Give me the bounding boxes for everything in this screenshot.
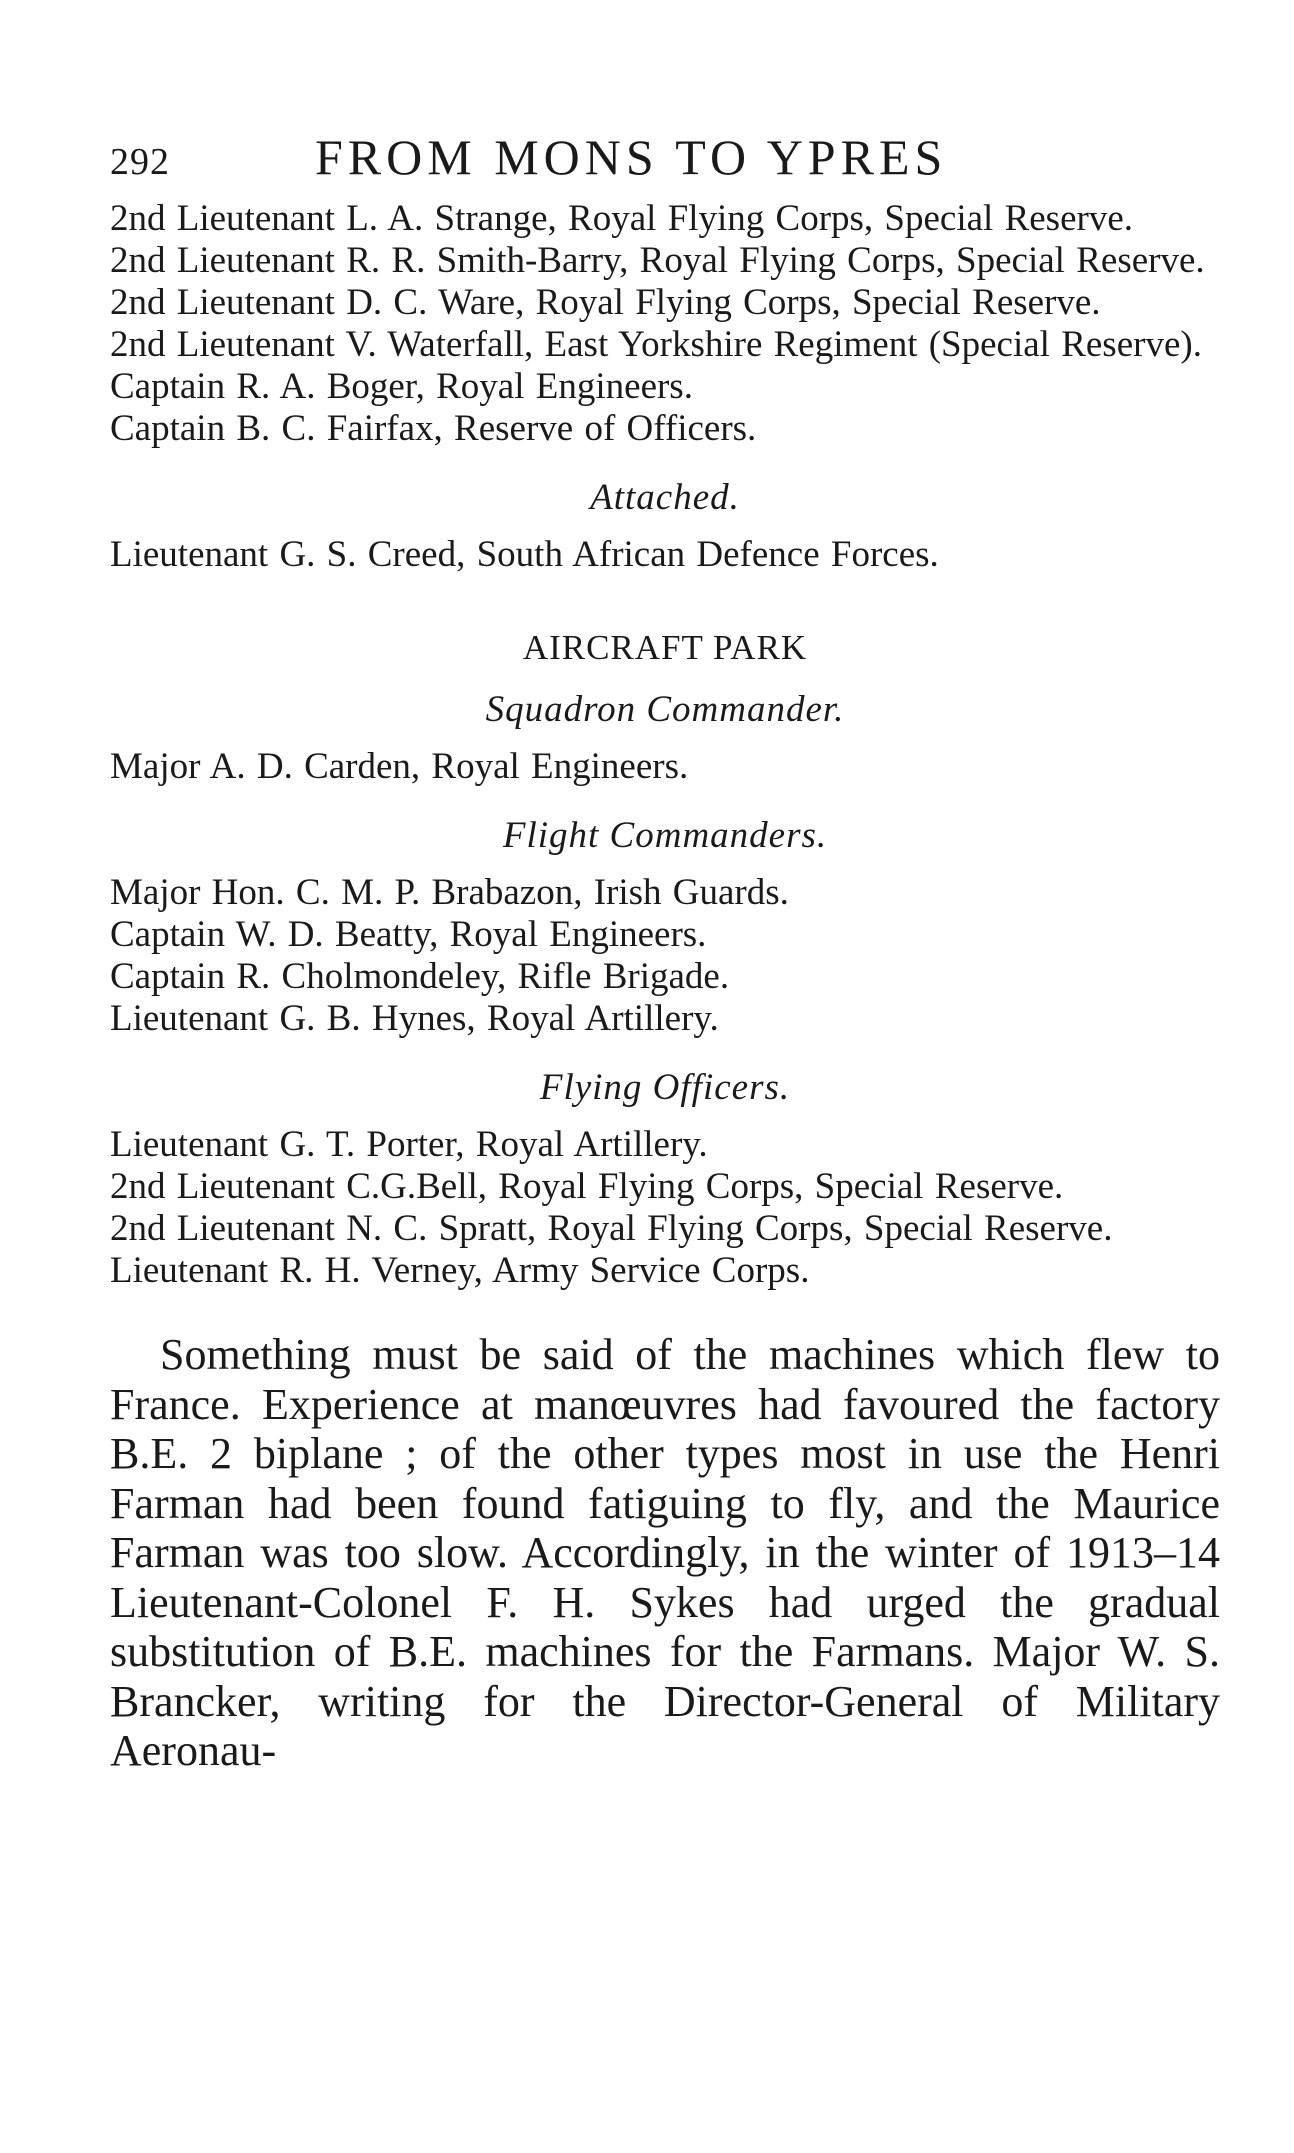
list-item: Lieutenant G. B. Hynes, Royal Artillery.: [110, 998, 719, 1039]
list-item: 2nd Lieutenant V. Waterfall, East Yorkshire Regiment (Special Reserve).: [110, 324, 1202, 365]
list-item: Major Hon. C. M. P. Brabazon, Irish Guards.: [110, 872, 789, 913]
list-item: Captain B. C. Fairfax, Reserve of Officers.: [110, 408, 757, 449]
list-item: Lieutenant R. H. Verney, Army Service Corps.: [110, 1250, 810, 1291]
flight-commanders-list: [110, 872, 1220, 1040]
flying-officers-list: [110, 1124, 1220, 1292]
list-item: Major A. D. Carden, Royal Engineers.: [110, 746, 689, 787]
list-item: Captain R. Cholmondeley, Rifle Brigade.: [110, 956, 730, 997]
squadron-commander-heading: Squadron Commander.: [485, 689, 845, 730]
list-item: Lieutenant G. S. Creed, South African Defence Forces.: [110, 534, 939, 575]
list-item: 2nd Lieutenant L. A. Strange, Royal Flying Corps, Special Reserve.: [110, 198, 1133, 239]
list-item: 2nd Lieutenant N. C. Spratt, Royal Flying Corps, Special Reserve.: [110, 1208, 1113, 1249]
page-header: [110, 128, 1220, 186]
list-item: Captain W. D. Beatty, Royal Engineers.: [110, 914, 707, 955]
running-head: FROM MONS TO YPRES: [315, 129, 948, 185]
officer-list-top: [110, 198, 1220, 450]
list-item: 2nd Lieutenant R. R. Smith-Barry, Royal Flying Corps, Special Reserve.: [110, 240, 1205, 281]
attached-heading: Attached.: [590, 477, 740, 518]
book-page: [110, 128, 1220, 1776]
flight-commanders-heading: Flight Commanders.: [502, 815, 828, 856]
list-item: Captain R. A. Boger, Royal Engineers.: [110, 366, 693, 407]
body-paragraph: Something must be said of the machines which flew to France. Experience at manœuvres had favoured the factory B.E. 2 biplane ; of the other types most in use the Henri Farman had been found fatiguing to fly, and the Maurice Farman was too slow. Accordingly, in the winter of 1913–14 Lieutenant-Colonel F. H. Sykes had urged the gradual substitution of B.E. machines for the Farmans. Major W. S. Brancker, writing for the Director-General of Military Aeronau-: [110, 1330, 1220, 1775]
flying-officers-heading: Flying Officers.: [539, 1067, 791, 1108]
aircraft-park-title: AIRCRAFT PARK: [522, 628, 808, 667]
page-number: 292: [110, 141, 170, 183]
list-item: Lieutenant G. T. Porter, Royal Artillery.: [110, 1124, 708, 1165]
list-item: 2nd Lieutenant D. C. Ware, Royal Flying Corps, Special Reserve.: [110, 282, 1101, 323]
list-item: 2nd Lieutenant C.G.Bell, Royal Flying Corps, Special Reserve.: [110, 1166, 1064, 1207]
